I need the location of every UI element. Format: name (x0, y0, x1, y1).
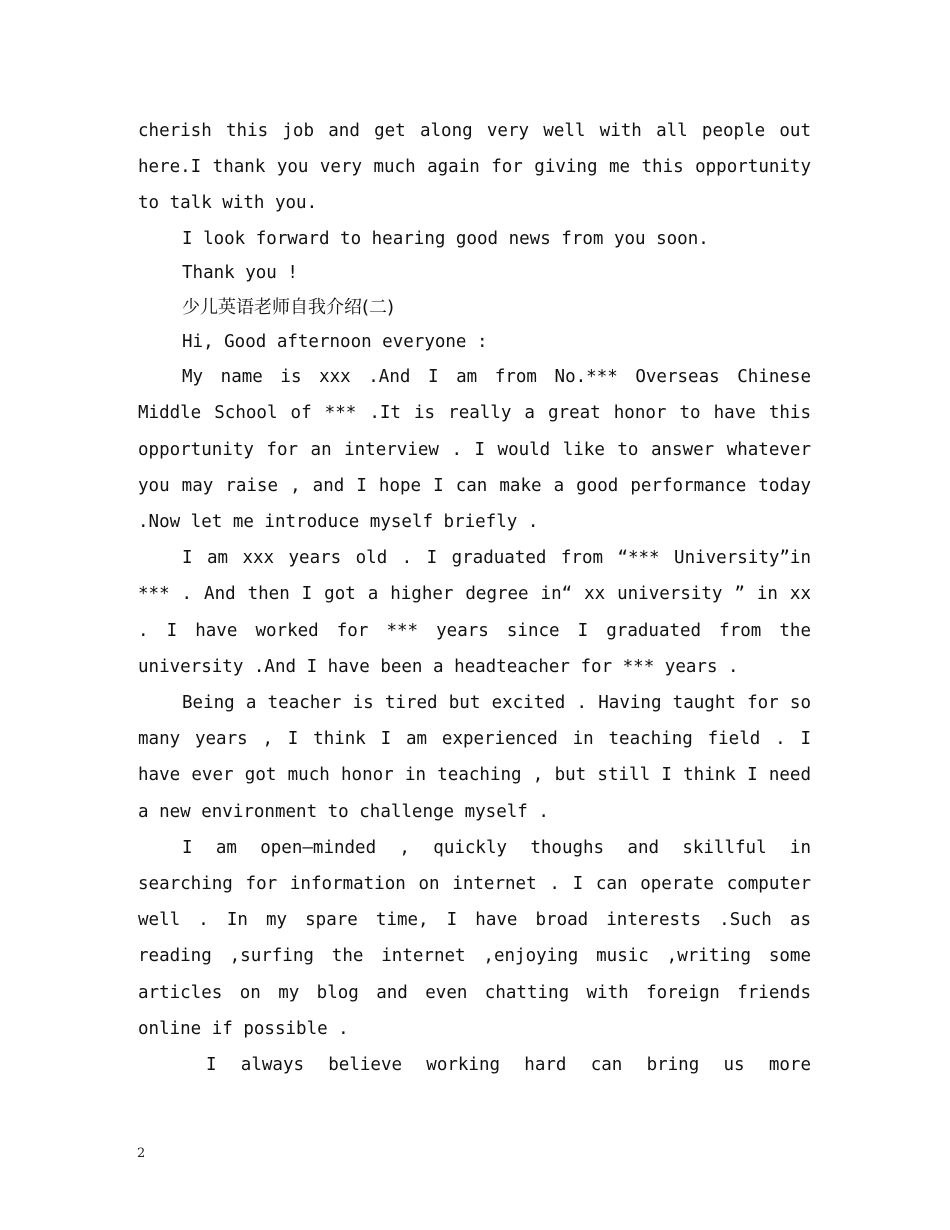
paragraph-teaching: Being a teacher is tired but excited . Having taught for so many years , I think I am experienced in teaching field . I have ever got much honor in teaching , but still I think I need a new environment to challenge myself . (138, 692, 811, 822)
paragraph-interests: I am open—minded , quickly thoughs and skillful in searching for information on internet . I can operate computer well . In my spare time, I have broad interests .Such as reading ,surfing the internet ,enjoying music ,writing some articles on my blog and even chatting with foreign friends online if possible . (138, 837, 811, 1039)
paragraph-introduction: My name is xxx .And I am from No.*** Overseas Chinese Middle School of *** .It is really a great honor to have this opportunity for an interview . I would like to answer whatever you may raise , and I hope I can make a good performance today .Now let me introduce myself briefly . (138, 367, 811, 532)
paragraph-belief: I always believe working hard can bring us more (206, 1054, 811, 1075)
paragraph-greeting: Hi, Good afternoon everyone : (182, 331, 488, 352)
paragraph-education: I am xxx years old . I graduated from “*** University”in *** . And then I got a higher degree in“ xx university ” in xx . I have worked for *** years since I graduated from the university .And I have been a headteacher for *** years . (138, 548, 811, 677)
page-number: 2 (137, 1146, 146, 1161)
paragraph-closing: cherish this job and get along very well with all people out here.I thank you very much again for giving me this opportunity to talk with you. (138, 121, 811, 214)
paragraph-thank-you: Thank you ! (182, 263, 298, 284)
body-text (138, 113, 811, 1083)
paragraph-look-forward: I look forward to hearing good news from you soon. (182, 228, 709, 249)
section-heading: 少儿英语老师自我介绍(二) (182, 296, 395, 318)
